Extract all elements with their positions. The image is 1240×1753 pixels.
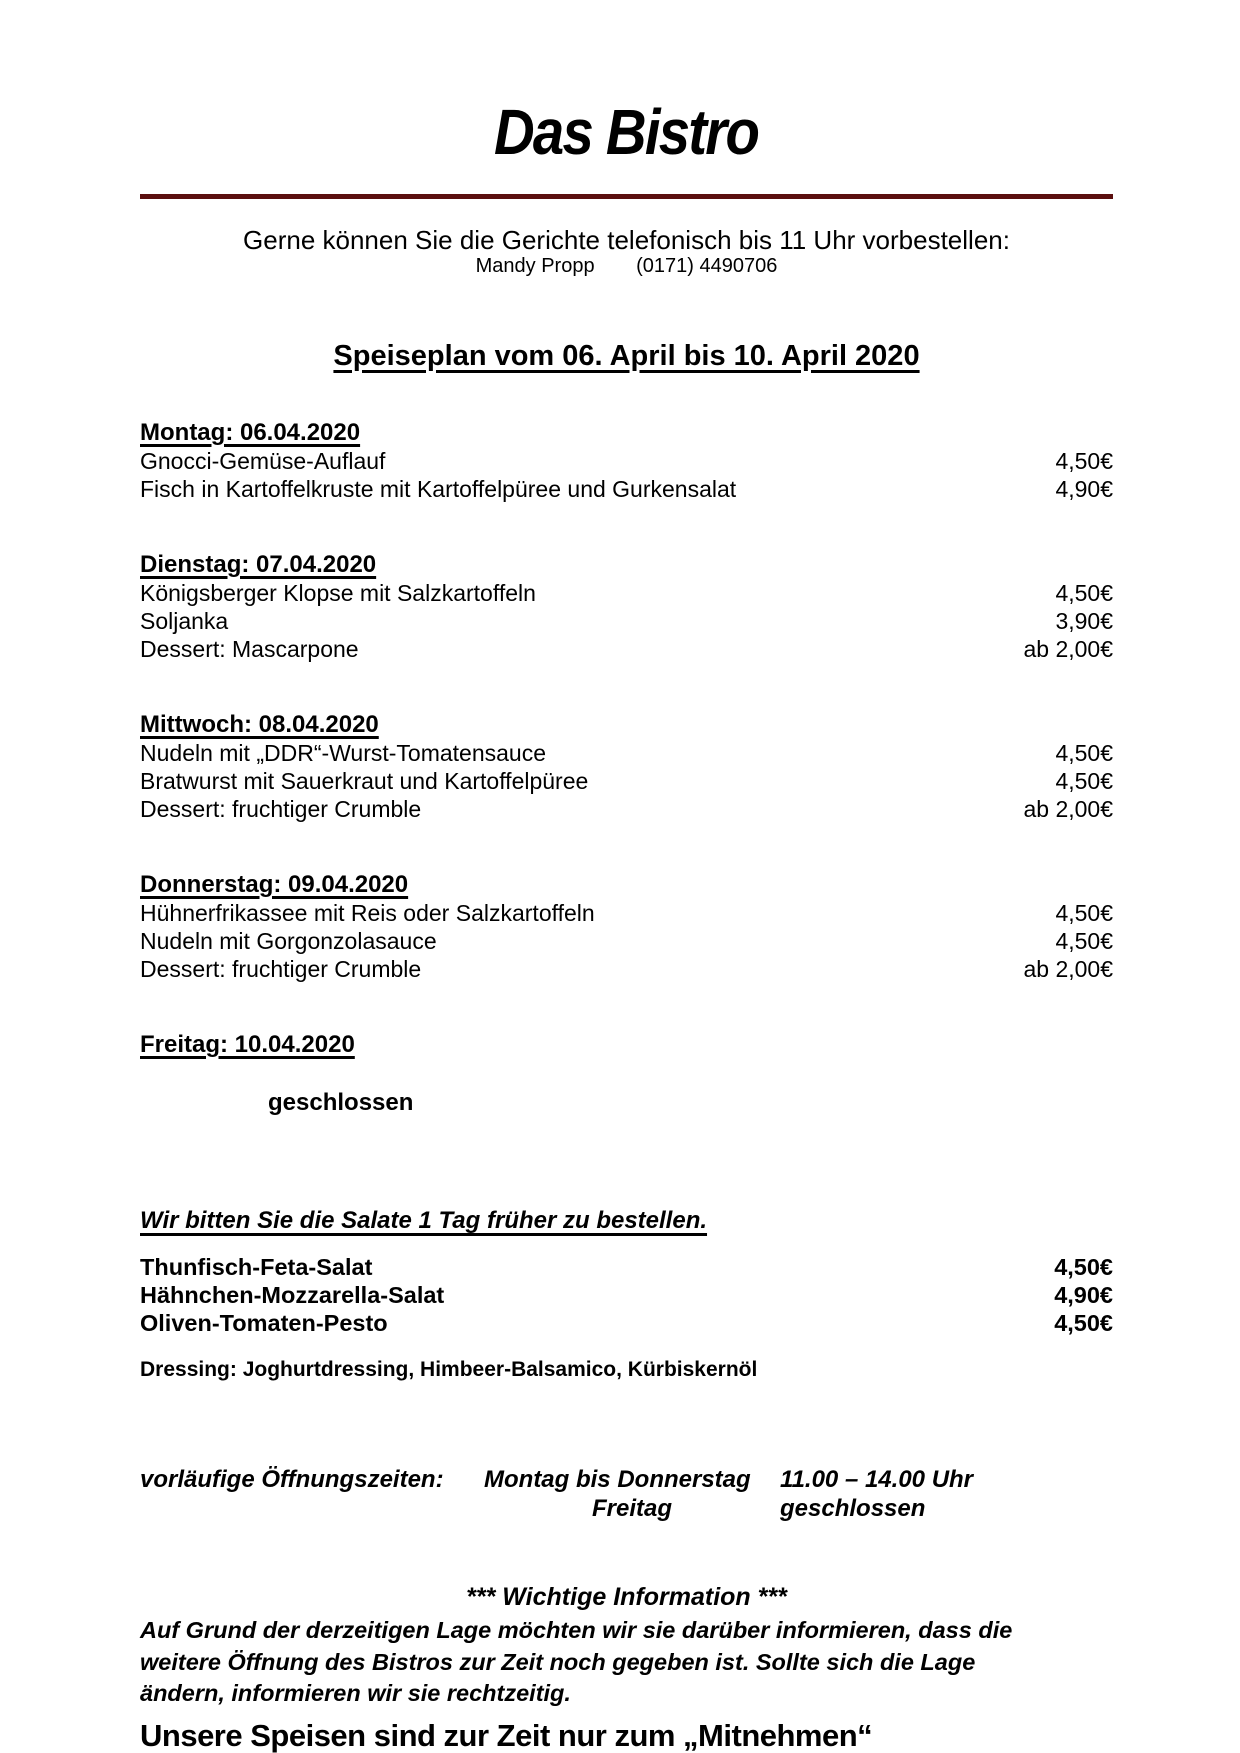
- dish-price: 4,50€: [1055, 928, 1113, 954]
- restaurant-title: [140, 96, 1113, 168]
- day-section-montag: [140, 419, 1113, 503]
- salad-price: 4,50€: [1054, 1310, 1113, 1336]
- closed-note: geschlossen: [268, 1089, 414, 1116]
- dish-price: 4,50€: [1055, 580, 1113, 606]
- dish-name: Gnocci-Gemüse-Auflauf: [140, 448, 386, 474]
- day-section-donnerstag: [140, 871, 1113, 983]
- day-sections: [140, 419, 1113, 1117]
- hours-time: 11.00 – 14.00 Uhr: [780, 1466, 974, 1493]
- salad-row: [140, 1281, 1113, 1309]
- dish-row: [140, 635, 1113, 663]
- menu-heading: Speiseplan vom 06. April bis 10. April 2020: [333, 340, 920, 372]
- dish-name: Hühnerfrikassee mit Reis oder Salzkartoffeln: [140, 900, 595, 926]
- dish-row: [140, 475, 1113, 503]
- salad-price: 4,90€: [1054, 1282, 1113, 1308]
- restaurant-title-text: Das Bistro: [494, 96, 759, 168]
- dish-row: [140, 579, 1113, 607]
- dish-name: Dessert: Mascarpone: [140, 636, 359, 662]
- dish-price: 4,90€: [1055, 476, 1113, 502]
- salad-notice: Wir bitten Sie die Salate 1 Tag früher zu bestellen.: [140, 1207, 708, 1234]
- dish-name: Dessert: fruchtiger Crumble: [140, 956, 422, 982]
- dish-price: 4,50€: [1055, 768, 1113, 794]
- day-heading: Freitag: 10.04.2020: [140, 1031, 355, 1058]
- salad-row: [140, 1309, 1113, 1337]
- takeaway-note: Unsere Speisen sind zur Zeit nur zum „Mitnehmen“: [140, 1717, 873, 1753]
- salad-name: Thunfisch-Feta-Salat: [140, 1254, 373, 1280]
- dish-price: 4,50€: [1055, 740, 1113, 766]
- dish-row: [140, 767, 1113, 795]
- dish-row: [140, 739, 1113, 767]
- dish-price: ab 2,00€: [1023, 636, 1113, 662]
- salad-price: 4,50€: [1054, 1254, 1113, 1280]
- dish-row: [140, 899, 1113, 927]
- dish-row: [140, 955, 1113, 983]
- salad-name: Oliven-Tomaten-Pesto: [140, 1310, 388, 1336]
- dressing-note: Dressing: Joghurtdressing, Himbeer-Balsamico, Kürbiskernöl: [140, 1358, 758, 1381]
- hours-time: geschlossen: [780, 1495, 926, 1522]
- opening-hours: [140, 1465, 1113, 1523]
- day-heading: Donnerstag: 09.04.2020: [140, 871, 409, 898]
- dish-price: 4,50€: [1055, 448, 1113, 474]
- hours-label: vorläufige Öffnungszeiten:: [140, 1466, 444, 1493]
- day-section-freitag: [140, 1031, 1113, 1117]
- dish-price: ab 2,00€: [1023, 796, 1113, 822]
- contact-phone: (0171) 4490706: [636, 255, 778, 277]
- dish-price: 4,50€: [1055, 900, 1113, 926]
- day-heading: Montag: 06.04.2020: [140, 419, 361, 446]
- dish-name: Soljanka: [140, 608, 229, 634]
- hours-days: Montag bis Donnerstag: [484, 1466, 751, 1493]
- hours-days: Freitag: [591, 1495, 672, 1522]
- salad-name: Hähnchen-Mozzarella-Salat: [140, 1282, 445, 1308]
- day-section-dienstag: [140, 551, 1113, 663]
- contact-line: [140, 255, 1113, 277]
- page-content: [140, 0, 1113, 1753]
- divider-rule: [140, 194, 1113, 199]
- dish-name: Königsberger Klopse mit Salzkartoffeln: [140, 580, 536, 606]
- dish-row: [140, 927, 1113, 955]
- day-heading: Dienstag: 07.04.2020: [140, 551, 377, 578]
- dish-price: ab 2,00€: [1023, 956, 1113, 982]
- important-info-heading: *** Wichtige Information ***: [466, 1583, 787, 1611]
- contact-name: Mandy Propp: [475, 255, 595, 277]
- dish-name: Fisch in Kartoffelkruste mit Kartoffelpüree und Gurkensalat: [140, 476, 737, 502]
- dish-name: Nudeln mit „DDR“-Wurst-Tomatensauce: [140, 740, 547, 766]
- day-section-mittwoch: [140, 711, 1113, 823]
- dish-row: [140, 795, 1113, 823]
- dish-row: [140, 607, 1113, 635]
- dish-name: Bratwurst mit Sauerkraut und Kartoffelpüree: [140, 768, 589, 794]
- dish-name: Dessert: fruchtiger Crumble: [140, 796, 422, 822]
- dish-price: 3,90€: [1055, 608, 1113, 634]
- dish-row: [140, 447, 1113, 475]
- salad-row: [140, 1253, 1113, 1281]
- dish-name: Nudeln mit Gorgonzolasauce: [140, 928, 437, 954]
- preorder-note: Gerne können Sie die Gerichte telefonisch bis 11 Uhr vorbestellen:: [243, 225, 1010, 255]
- day-heading: Mittwoch: 08.04.2020: [140, 711, 379, 738]
- salad-rows: [140, 1253, 1113, 1337]
- important-info-body: Auf Grund der derzeitigen Lage möchten wir sie darüber informieren, dass die weitere Öffnung des Bistros zur Zeit noch gegeben ist. Sollte sich die Lage ändern, informieren wir sie rechtzeitig.: [140, 1617, 1013, 1706]
- hours-label-empty: [140, 1494, 484, 1523]
